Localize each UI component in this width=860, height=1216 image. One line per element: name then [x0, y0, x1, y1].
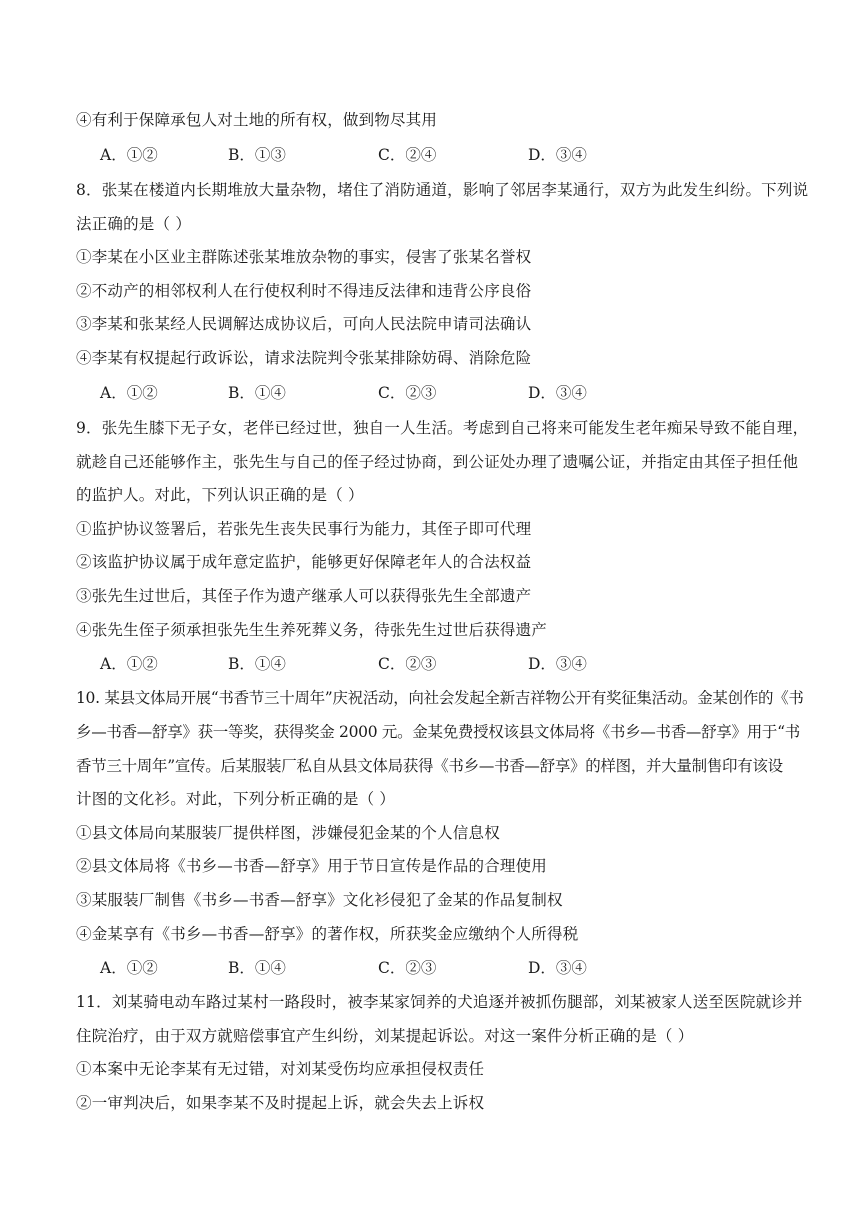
q7-options — [100, 145, 786, 165]
q10-option-b[interactable]: B．①④ — [228, 959, 286, 977]
q9-statement-1: ①监护协议签署后，若张先生丧失民事行为能力，其侄子即可代理 — [76, 520, 532, 538]
q9-statement-3: ③张先生过世后，其侄子作为遗产继承人可以获得张先生全部遗产 — [76, 587, 532, 605]
q8-statement-2: ②不动产的相邻权利人在行使权利时不得违反法律和违背公序良俗 — [76, 282, 532, 300]
q10-stem-line-3: 香节三十周年”宣传。后某服装厂私自从县文体局获得《书乡—书香—舒享》的样图，并大量制售印有该设 — [76, 757, 783, 775]
q8-option-c[interactable]: C．②③ — [378, 384, 437, 402]
q10-statement-3: ③某服装厂制售《书乡—书香—舒享》文化衫侵犯了金某的作品复制权 — [76, 891, 563, 909]
q8-option-b[interactable]: B．①④ — [228, 384, 286, 402]
q8-stem-line-1: 8．张某在楼道内长期堆放大量杂物，堵住了消防通道，影响了邻居李某通行，双方为此发生纠纷。下列说 — [76, 181, 809, 199]
q7-option-a[interactable]: A．①② — [100, 146, 158, 164]
q9-option-b[interactable]: B．①④ — [228, 655, 286, 673]
q8-option-d[interactable]: D．③④ — [528, 384, 587, 402]
q10-option-c[interactable]: C．②③ — [378, 959, 437, 977]
q8-option-a[interactable]: A．①② — [100, 384, 158, 402]
q10-option-d[interactable]: D．③④ — [528, 959, 587, 977]
q9-stem-line-2: 就趁自己还能够作主，张先生与自己的侄子经过协商，到公证处办理了遗嘱公证，并指定由其侄子担任他 — [76, 453, 799, 471]
q10-options — [100, 958, 786, 978]
q9-option-c[interactable]: C．②③ — [378, 655, 437, 673]
q10-stem-line-1: 10. 某县文体局开展“书香节三十周年”庆祝活动，向社会发起全新吉祥物公开有奖征集活动。金某创作的《书 — [76, 689, 804, 707]
q8-statement-3: ③李某和张某经人民调解达成协议后，可向人民法院申请司法确认 — [76, 315, 532, 333]
q9-stem-line-1: 9．张先生膝下无子女，老伴已经过世，独自一人生活。考虑到自己将来可能发生老年痴呆导致不能自理， — [76, 419, 809, 437]
q7-option-c[interactable]: C．②④ — [378, 146, 437, 164]
q8-statement-1: ①李某在小区业主群陈述张某堆放杂物的事实，侵害了张某名誉权 — [76, 248, 532, 266]
q11-stem-line-2: 住院治疗，由于双方就赔偿事宜产生纠纷，刘某提起诉讼。对这一案件分析正确的是（ ） — [76, 1027, 694, 1045]
q9-statement-2: ②该监护协议属于成年意定监护，能够更好保障老年人的合法权益 — [76, 553, 532, 571]
q9-stem-line-3: 的监护人。对此，下列认识正确的是（ ） — [76, 486, 364, 504]
q10-statement-4: ④金某享有《书乡—书香—舒享》的著作权，所获奖金应缴纳个人所得税 — [76, 925, 579, 943]
q10-statement-1: ①县文体局向某服装厂提供样图，涉嫌侵犯金某的个人信息权 — [76, 824, 500, 842]
q10-option-a[interactable]: A．①② — [100, 959, 158, 977]
q9-options — [100, 654, 786, 674]
q7-statement-4: ④有利于保障承包人对土地的所有权，做到物尽其用 — [76, 111, 438, 129]
q10-stem-line-2: 乡—书香—舒享》获一等奖，获得奖金 2000 元。金某免费授权该县文体局将《书乡—书香—舒享》用于“书 — [76, 723, 800, 741]
q8-stem-line-2: 法正确的是（ ） — [76, 215, 192, 233]
q8-statement-4: ④李某有权提起行政诉讼，请求法院判令张某排除妨碍、消除危险 — [76, 349, 532, 367]
q9-statement-4: ④张先生侄子须承担张先生生养死葬义务，待张先生过世后获得遗产 — [76, 621, 548, 639]
q10-stem-line-4: 计图的文化衫。对此，下列分析正确的是（ ） — [76, 790, 396, 808]
q11-statement-1: ①本案中无论李某有无过错，对刘某受伤均应承担侵权责任 — [76, 1060, 485, 1078]
q11-statement-2: ②一审判决后，如果李某不及时提起上诉，就会失去上诉权 — [76, 1094, 485, 1112]
q10-statement-2: ②县文体局将《书乡—书香—舒享》用于节日宣传是作品的合理使用 — [76, 857, 548, 875]
q11-stem-line-1: 11．刘某骑电动车路过某村一路段时，被李某家饲养的犬追逐并被抓伤腿部，刘某被家人送至医院就诊并 — [76, 993, 803, 1011]
q8-options — [100, 383, 786, 403]
q7-option-d[interactable]: D．③④ — [528, 146, 587, 164]
q7-option-b[interactable]: B．①③ — [228, 146, 286, 164]
q9-option-a[interactable]: A．①② — [100, 655, 158, 673]
q9-option-d[interactable]: D．③④ — [528, 655, 587, 673]
